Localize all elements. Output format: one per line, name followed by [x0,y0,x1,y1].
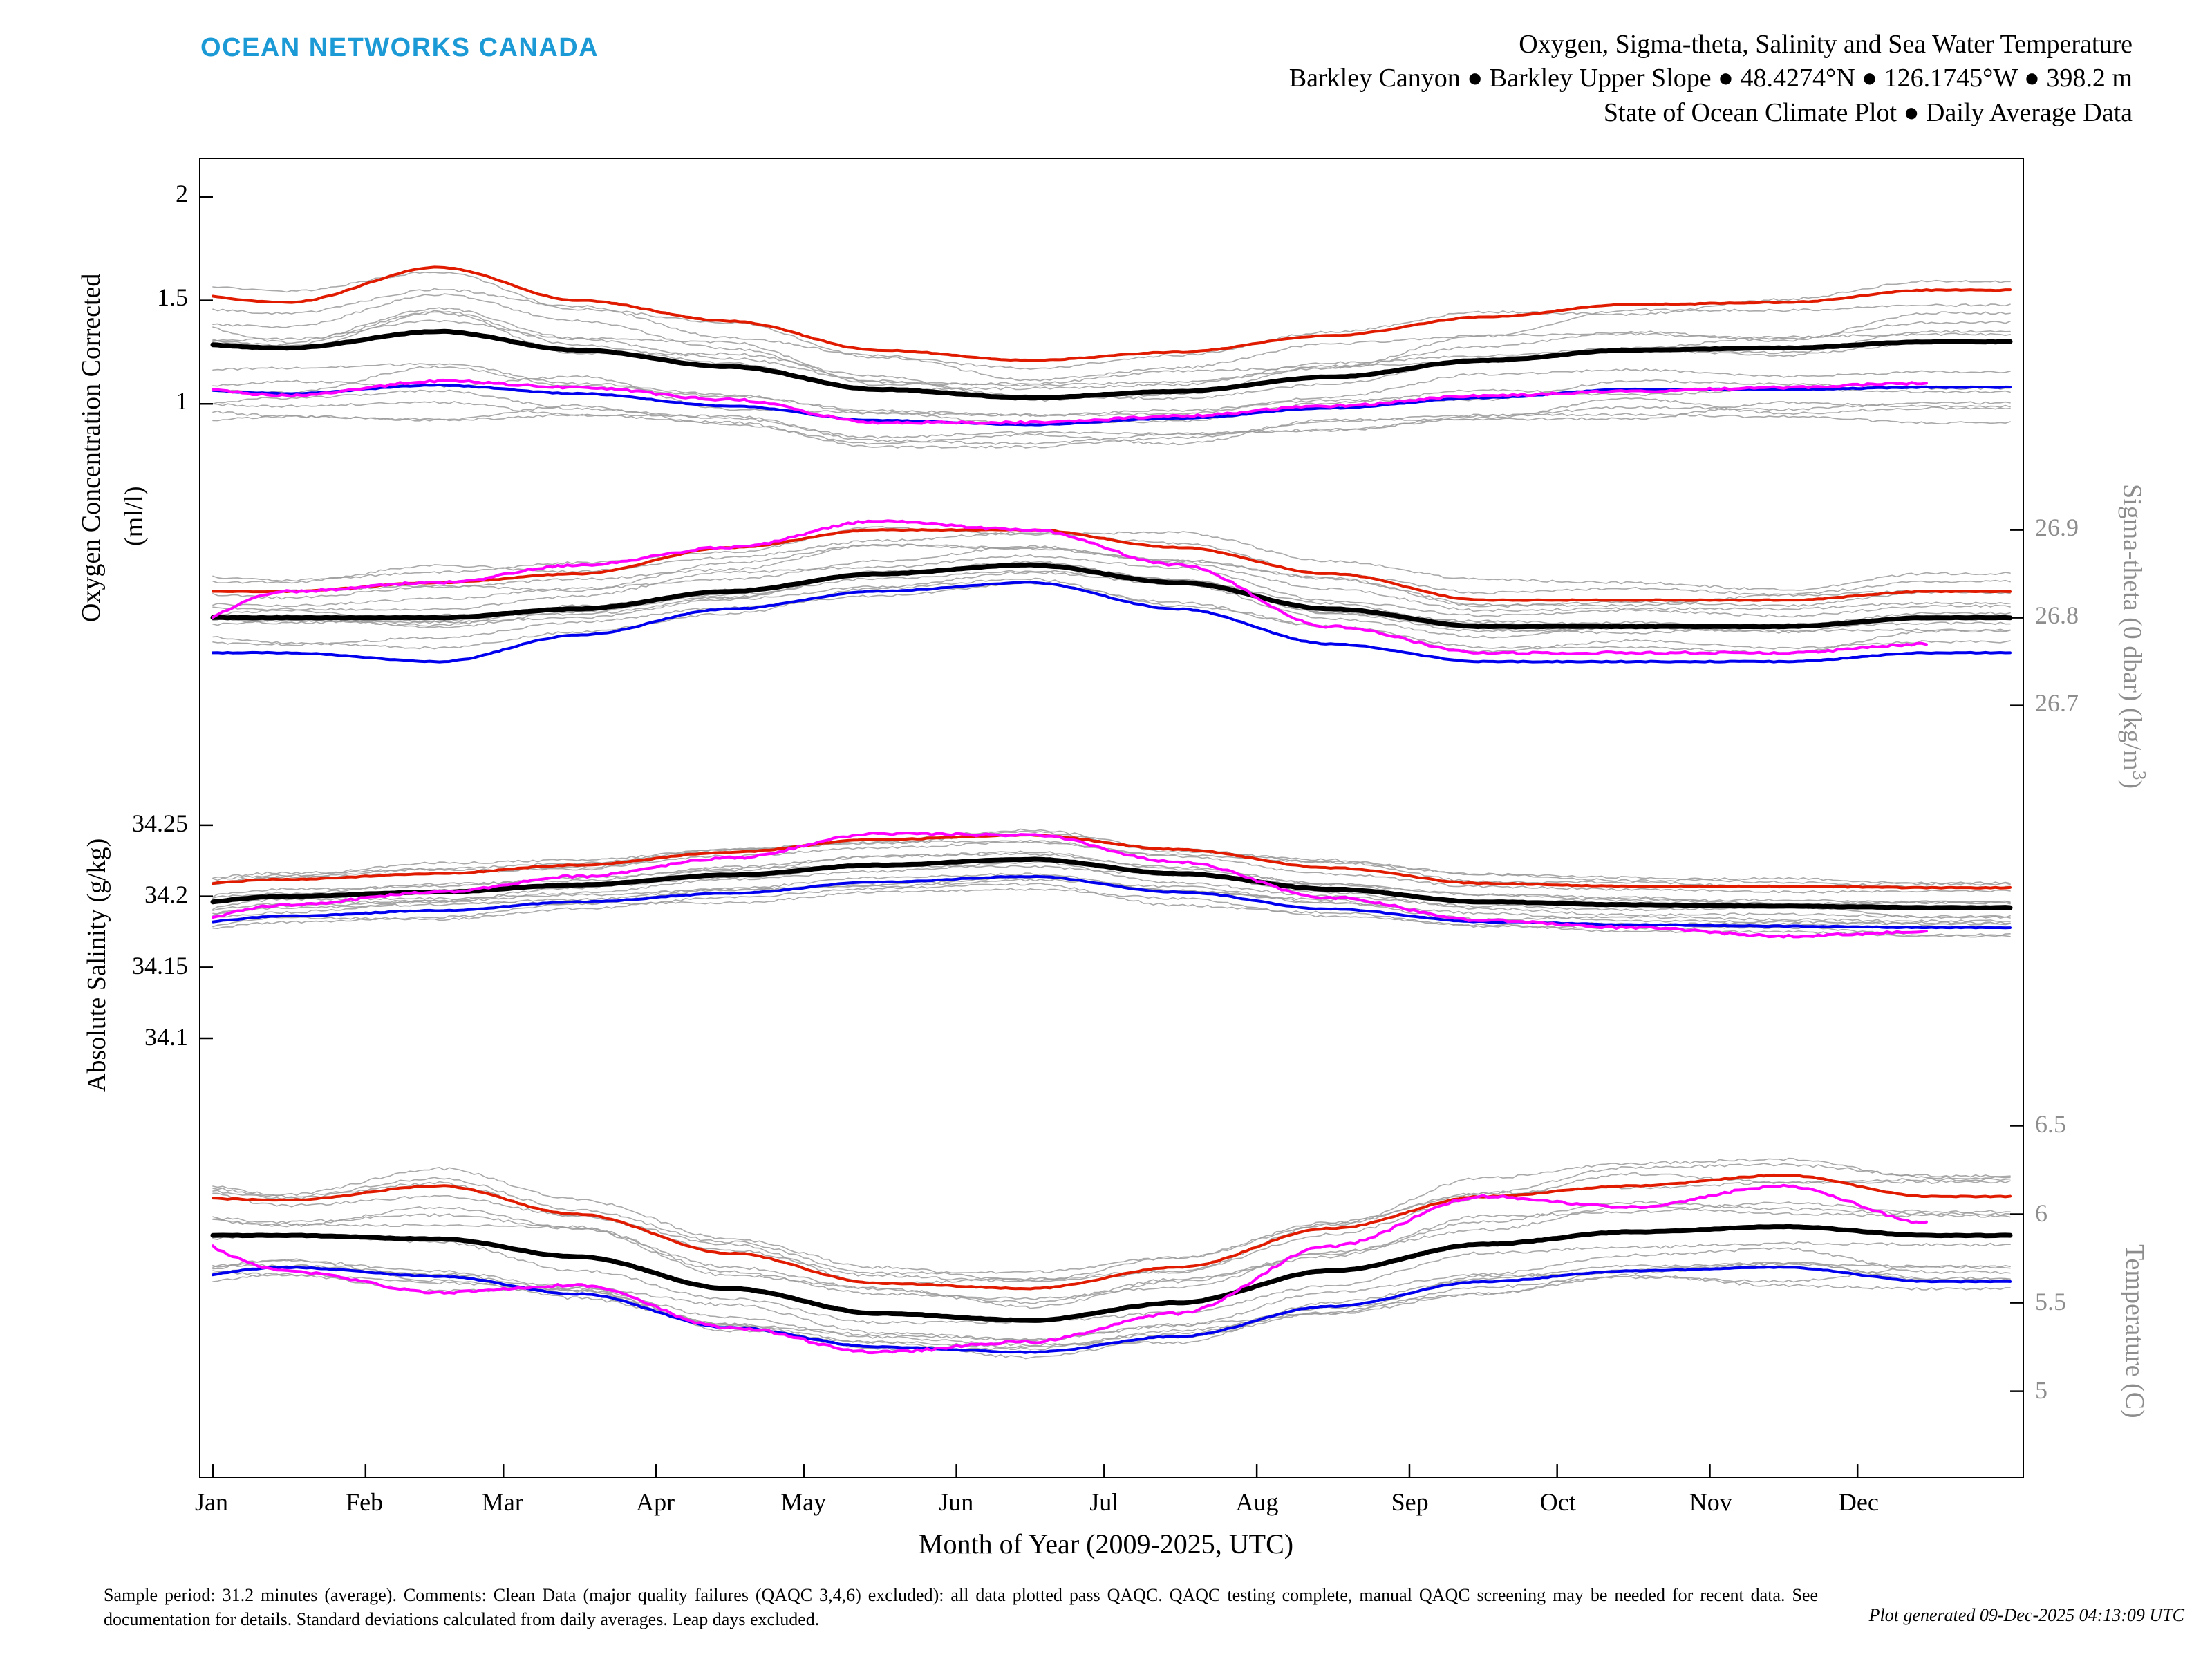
y-tick-absolute_salinity-34.1: 34.1 [144,1022,188,1051]
x-tick-dec: Dec [1838,1488,1879,1516]
y-axis-label-temperature-text: Temperature (C) [2120,1244,2149,1418]
y-tick-absolute_salinity-34.25: 34.25 [132,809,188,837]
x-tick-feb: Feb [346,1488,384,1516]
onc-logo: OCEAN NETWORKS CANADA [200,33,599,62]
title-line-1: Oxygen, Sigma-theta, Salinity and Sea Water Temperature [1519,30,2133,59]
y-tick-sigma_theta-26.8: 26.8 [2035,601,2079,629]
x-tick-apr: Apr [636,1488,675,1516]
y-tick-temperature-6: 6 [2035,1199,2047,1227]
x-axis-label: Month of Year (2009-2025, UTC) [918,1528,1294,1559]
x-tick-jul: Jul [1089,1488,1119,1516]
x-tick-jun: Jun [939,1488,974,1516]
y-axis-label-sigma-theta: Sigma-theta (0 dbar) $(kg/m^3)$ [2117,484,2150,789]
y-tick-sigma_theta-26.9: 26.9 [2035,513,2079,541]
x-tick-may: May [780,1488,827,1516]
chart-title-block [1289,28,2133,130]
y-tick-absolute_salinity-34.2: 34.2 [144,880,188,908]
x-tick-sep: Sep [1391,1488,1429,1516]
y-axis-label-oxygen [76,274,106,622]
y-tick-oxygen-2: 2 [176,180,188,207]
y-axis-label-salinity-text: Absolute Salinity (g/kg) [82,838,111,1092]
plot-generated-timestamp: Plot generated 09-Dec-2025 04:13:09 UTC [1868,1605,2184,1625]
x-tick-oct: Oct [1539,1488,1576,1516]
y-axis-label-temperature [2119,1244,2150,1418]
title-line-2: Barkley Canyon ● Barkley Upper Slope ● 48.4274°N ● 126.1745°W ● 398.2 m [1288,64,2133,93]
y-tick-temperature-6.5: 6.5 [2035,1110,2066,1138]
y-tick-oxygen-1: 1 [176,387,188,415]
x-tick-nov: Nov [1689,1488,1732,1516]
y-axis-label-oxygen-units [119,486,149,546]
y-tick-sigma_theta-26.7: 26.7 [2035,689,2079,718]
title-line-3: State of Ocean Climate Plot ● Daily Average Data [1603,97,2133,127]
series-canvas [200,159,2023,1477]
x-tick-aug: Aug [1235,1488,1279,1516]
y-tick-temperature-5.5: 5.5 [2035,1288,2066,1316]
y-tick-temperature-5: 5 [2035,1376,2047,1405]
y-tick-absolute_salinity-34.15: 34.15 [132,951,188,980]
y-tick-oxygen-1.5: 1.5 [157,283,188,311]
x-tick-mar: Mar [481,1488,523,1516]
y-axis-label-oxygen-line2: (ml/l) [120,486,149,546]
footer-note: Sample period: 31.2 minutes (average). Comments: Clean Data (major quality failures (QAQC 3,4,6) excluded): all data plotted pass QAQC. QAQC testing complete, manual QAQC screening may be needed for recent data. See documentation for details. Standard deviations calculated from daily averages. Leap days excluded. [104,1585,1818,1630]
x-tick-jan: Jan [195,1488,228,1516]
y-axis-label-oxygen-line1: Oxygen Concentration Corrected [77,273,106,622]
plot-area [199,158,2024,1478]
